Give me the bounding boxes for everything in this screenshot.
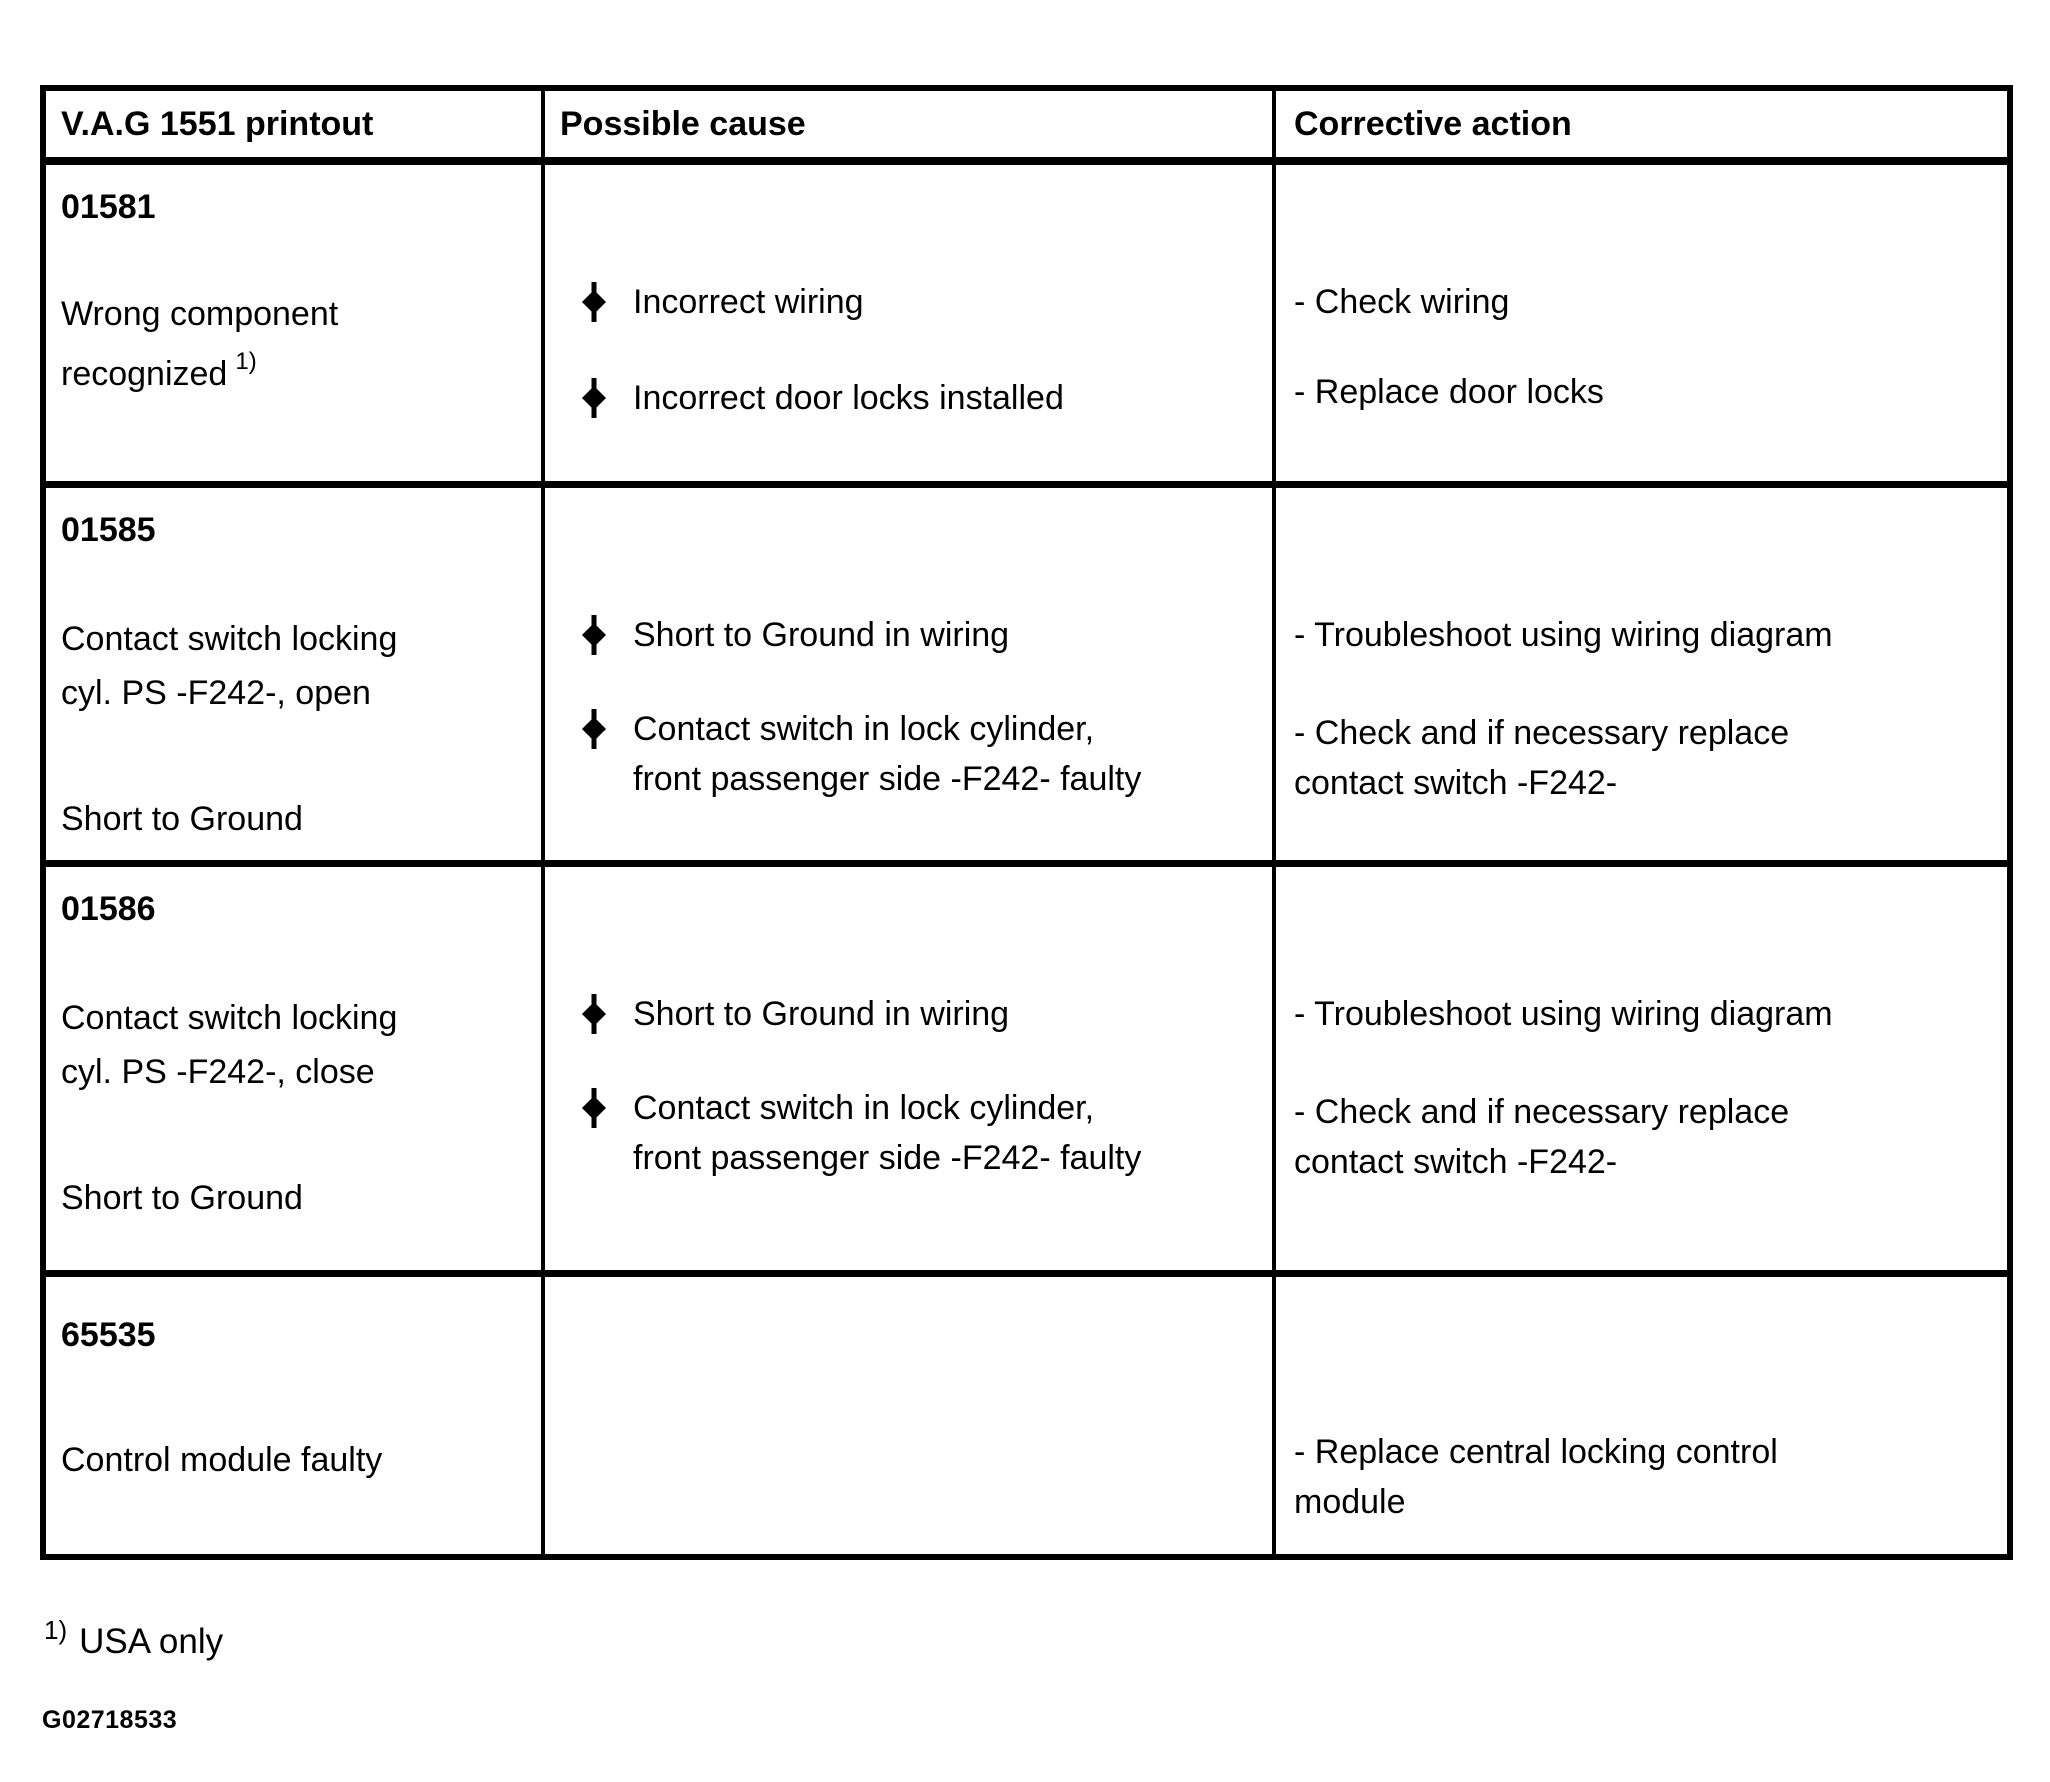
header-label-action: Corrective action	[1294, 104, 1572, 143]
fault-code-table	[40, 85, 2013, 1560]
fault-description	[61, 612, 541, 720]
fault-code: 01585	[61, 511, 156, 549]
cause-line: Incorrect wiring	[633, 283, 864, 321]
fault-code: 01586	[61, 890, 156, 928]
action-line: - Replace central locking control	[1294, 1433, 1778, 1471]
action-line: contact switch -F242-	[1294, 1143, 1618, 1181]
fault-status: Short to Ground	[61, 800, 303, 838]
figure-id: G02718533	[42, 1706, 178, 1734]
printout-cell-01585	[46, 488, 545, 867]
diamond-bullet-icon	[581, 279, 607, 325]
cause-item	[581, 610, 1272, 660]
action-line: - Check and if necessary replace	[1294, 1093, 1790, 1131]
diamond-bullet-icon	[581, 706, 607, 752]
description-line: Wrong component	[61, 295, 339, 333]
cause-cell-01581	[545, 165, 1276, 488]
header-cell-printout	[46, 91, 545, 165]
cause-item	[581, 1083, 1272, 1183]
printout-cell-01581	[46, 165, 545, 488]
description-line: cyl. PS -F242-, open	[61, 674, 371, 712]
fault-code: 01581	[61, 188, 156, 226]
diamond-bullet-icon	[581, 1085, 607, 1131]
cause-line: Contact switch in lock cylinder,	[633, 710, 1095, 748]
action-item	[1294, 989, 2007, 1039]
header-label-printout: V.A.G 1551 printout	[61, 104, 374, 143]
action-item	[1294, 367, 2007, 417]
action-cell-01581	[1276, 165, 2007, 488]
action-line: contact switch -F242-	[1294, 764, 1618, 802]
printout-cell-65535	[46, 1277, 545, 1554]
description-line: Control module faulty	[61, 1441, 383, 1479]
action-item	[1294, 1087, 2007, 1187]
action-item	[1294, 1427, 2007, 1527]
header-label-cause: Possible cause	[560, 104, 806, 143]
cause-cell-01585	[545, 488, 1276, 867]
description-line: cyl. PS -F242-, close	[61, 1053, 375, 1091]
action-cell-65535	[1276, 1277, 2007, 1554]
cause-line: front passenger side -F242- faulty	[633, 760, 1142, 798]
fault-status: Short to Ground	[61, 1179, 303, 1217]
cause-item	[581, 704, 1272, 804]
action-cell-01586	[1276, 867, 2007, 1277]
action-line: - Check and if necessary replace	[1294, 714, 1790, 752]
cause-line: Contact switch in lock cylinder,	[633, 1089, 1095, 1127]
footnote	[44, 1615, 224, 1664]
footnote-text: USA only	[79, 1622, 224, 1661]
action-cell-01585	[1276, 488, 2007, 867]
fault-description	[61, 284, 541, 408]
action-line: - Check wiring	[1294, 283, 1510, 321]
description-line: recognized $^{1)}$	[61, 348, 257, 393]
diamond-bullet-icon	[581, 991, 607, 1037]
cause-line: Short to Ground in wiring	[633, 995, 1010, 1033]
fault-description	[61, 991, 541, 1099]
cause-cell-65535	[545, 1277, 1276, 1554]
cause-item	[581, 989, 1272, 1039]
diamond-bullet-icon	[581, 375, 607, 421]
action-line: - Replace door locks	[1294, 373, 1604, 411]
fault-code: 65535	[61, 1316, 156, 1354]
action-line: module	[1294, 1483, 1406, 1521]
action-item	[1294, 610, 2007, 660]
action-item	[1294, 277, 2007, 327]
header-cell-action	[1276, 91, 2007, 165]
cause-cell-01586	[545, 867, 1276, 1277]
cause-item	[581, 373, 1272, 423]
footnote-reference: 1)	[235, 348, 257, 375]
cause-line: front passenger side -F242- faulty	[633, 1139, 1142, 1177]
diamond-bullet-icon	[581, 612, 607, 658]
cause-line: Short to Ground in wiring	[633, 616, 1010, 654]
printout-cell-01586	[46, 867, 545, 1277]
description-line: Contact switch locking	[61, 999, 398, 1037]
action-item	[1294, 708, 2007, 808]
fault-description	[61, 1433, 541, 1487]
cause-line: Incorrect door locks installed	[633, 379, 1064, 417]
footnote-marker: 1)	[44, 1615, 68, 1645]
cause-item	[581, 277, 1272, 327]
action-line: - Troubleshoot using wiring diagram	[1294, 995, 1833, 1033]
description-line: Contact switch locking	[61, 620, 398, 658]
header-cell-cause	[545, 91, 1276, 165]
action-line: - Troubleshoot using wiring diagram	[1294, 616, 1833, 654]
